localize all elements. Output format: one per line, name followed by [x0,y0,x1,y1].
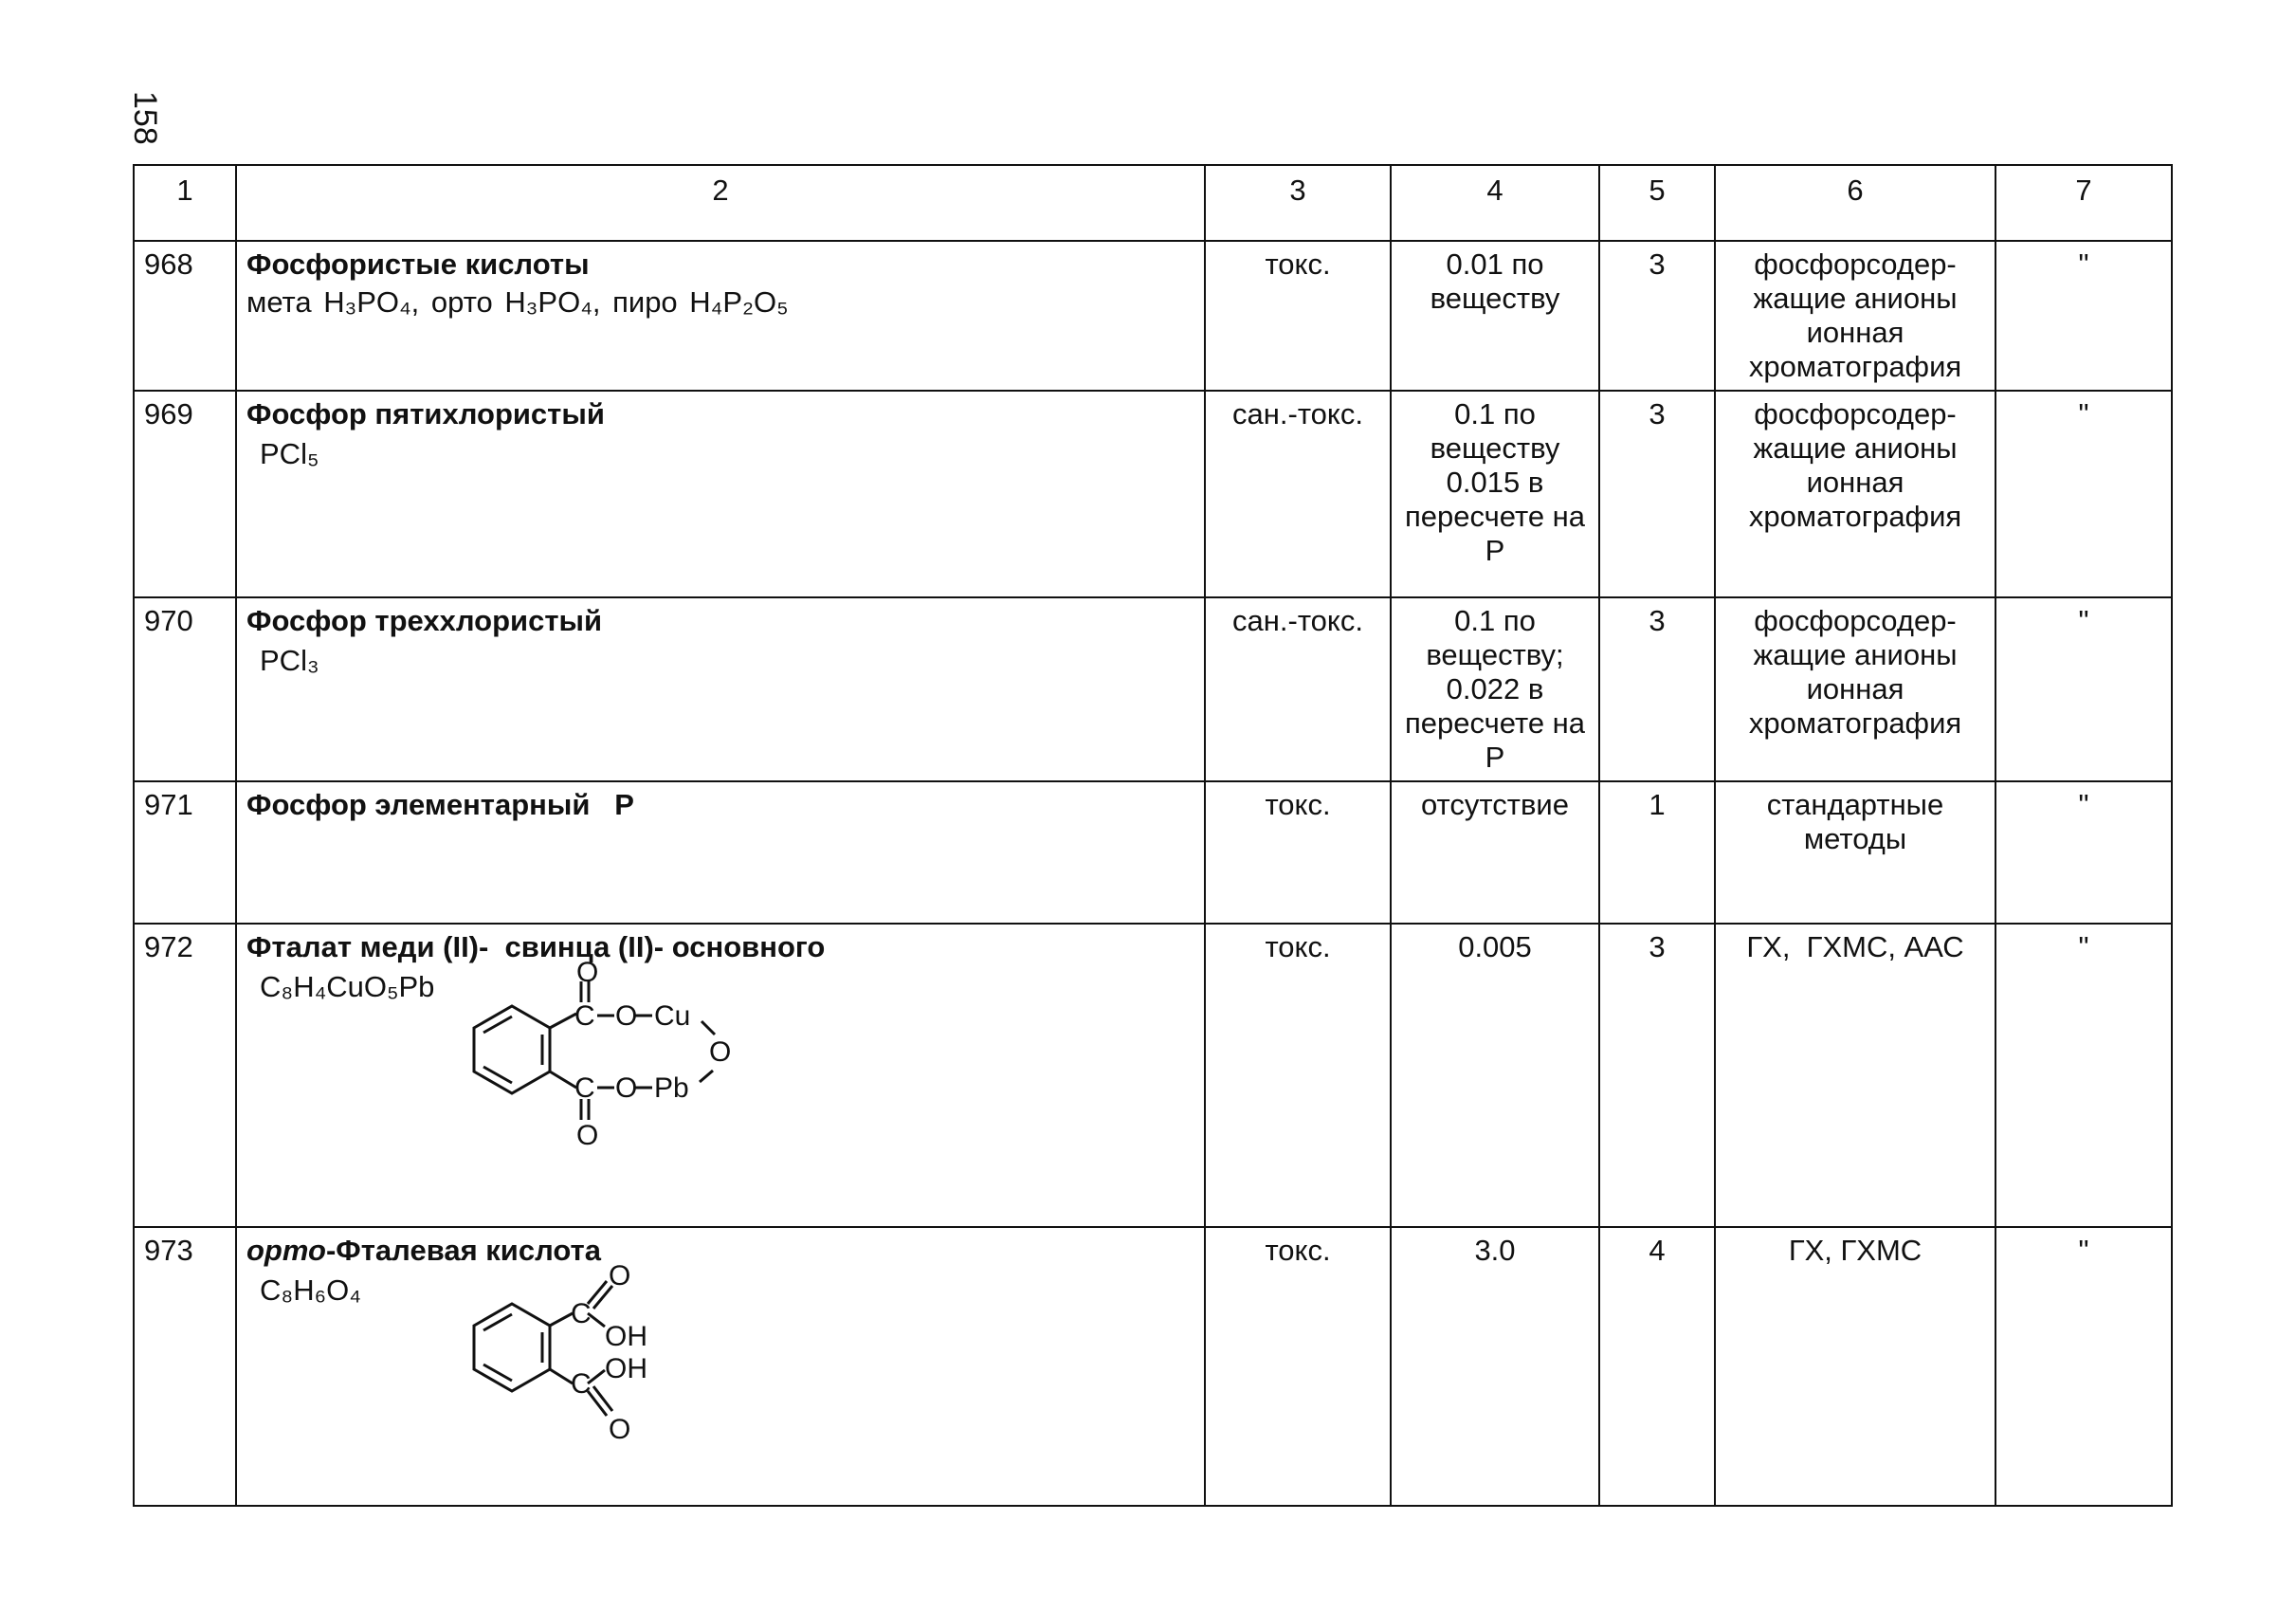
substance-formula: мета H₃PO₄, орто H₃PO₄, пиро H₄P₂O₅ [246,285,789,319]
substance-formula: PCl₃ [260,644,319,677]
substance-name: Фосфор пятихлористый [246,397,605,430]
column-header: 4 [1391,165,1599,241]
substance-cell [236,391,1205,597]
ester-oxygen-label: O [615,1000,638,1032]
carbonyl-oxygen-label: O [609,1414,631,1445]
hazard-indicator: токс. [1205,924,1391,1227]
analysis-method: стандартные методы [1715,781,1995,924]
header-row [134,165,2172,241]
substance-name: Фосфор элементарный P [246,788,634,821]
hazard-indicator: сан.-токс. [1205,597,1391,781]
substance-cell [236,241,1205,391]
ditto-mark: " [1995,1227,2172,1506]
analysis-method: ГХ, ГХМС [1715,1227,1995,1506]
substance-cell [236,781,1205,924]
row-number: 971 [134,781,236,924]
carbonyl-oxygen-label: O [609,1260,631,1291]
hazard-class: 4 [1599,1227,1715,1506]
copper-label: Cu [654,1000,691,1032]
hazard-class: 3 [1599,391,1715,597]
substance-formula: C₈H₄CuO₅Pb [260,970,435,1003]
lead-label: Pb [654,1072,689,1104]
substance-name [246,1234,1194,1268]
table-row [134,781,2172,924]
analysis-method: фосфорсодер-жащие анионы ионная хроматография [1715,391,1995,597]
column-header: 5 [1599,165,1715,241]
substance-formula: C₈H₆O₄ [260,1273,361,1307]
analysis-method: ГХ, ГХМС, ААС [1715,924,1995,1227]
hazard-indicator: токс. [1205,1227,1391,1506]
substance-name-prefix: орто [246,1234,326,1267]
phthalic-acid-structure [455,1260,739,1445]
row-number: 973 [134,1227,236,1506]
table-row [134,241,2172,391]
substance-name-rest: -Фталевая кислота [325,1234,601,1267]
ditto-mark: " [1995,241,2172,391]
substance-name: Фталат меди (II)- свинца (II)- основного [246,930,826,963]
concentration-value: отсутствие [1391,781,1599,924]
concentration-value: 0.1 по веществу; 0.022 в пересчете на P [1391,597,1599,781]
substance-name: Фосфористые кислоты [246,247,590,281]
hydroxyl-label: OH [605,1353,647,1384]
column-header: 6 [1715,165,1995,241]
carbon-label: C [574,1000,595,1032]
hazard-indicator: сан.-токс. [1205,391,1391,597]
column-header: 3 [1205,165,1391,241]
ditto-mark: " [1995,781,2172,924]
hazard-class: 1 [1599,781,1715,924]
table-row [134,1227,2172,1506]
carbon-label: C [571,1298,592,1329]
substance-cell [236,597,1205,781]
row-number: 968 [134,241,236,391]
hydroxyl-label: OH [605,1321,647,1352]
substances-table [133,164,2173,1507]
carbonyl-oxygen-label: O [576,957,599,988]
substance-cell [236,1227,1205,1506]
column-header: 1 [134,165,236,241]
ditto-mark: " [1995,391,2172,597]
table-row [134,391,2172,597]
hazard-class: 3 [1599,597,1715,781]
ditto-mark: " [1995,924,2172,1227]
page-number: 158 [127,91,163,145]
concentration-value: 0.005 [1391,924,1599,1227]
row-number: 969 [134,391,236,597]
substance-cell [236,924,1205,1227]
analysis-method: фосфорсодер-жащие анионы ионная хроматография [1715,241,1995,391]
column-header: 7 [1995,165,2172,241]
analysis-method: фосфорсодер-жащие анионы ионная хроматография [1715,597,1995,781]
concentration-value: 3.0 [1391,1227,1599,1506]
hazard-class: 3 [1599,241,1715,391]
bridge-oxygen-label: O [709,1036,732,1068]
ditto-mark: " [1995,597,2172,781]
concentration-value: 0.01 по веществу [1391,241,1599,391]
hazard-indicator: токс. [1205,241,1391,391]
carbon-label: C [574,1072,595,1104]
hazard-class: 3 [1599,924,1715,1227]
copper-lead-phthalate-structure [455,957,853,1175]
row-number: 970 [134,597,236,781]
substance-name: Фосфор треххлористый [246,604,603,637]
hazard-indicator: токс. [1205,781,1391,924]
ester-oxygen-label: O [615,1072,638,1104]
row-number: 972 [134,924,236,1227]
carbon-label: C [571,1368,592,1400]
table-row [134,924,2172,1227]
column-header: 2 [236,165,1205,241]
concentration-value: 0.1 по веществу 0.015 в пересчете на P [1391,391,1599,597]
table-row [134,597,2172,781]
carbonyl-oxygen-label: O [576,1120,599,1151]
substance-formula: PCl₅ [260,437,319,470]
